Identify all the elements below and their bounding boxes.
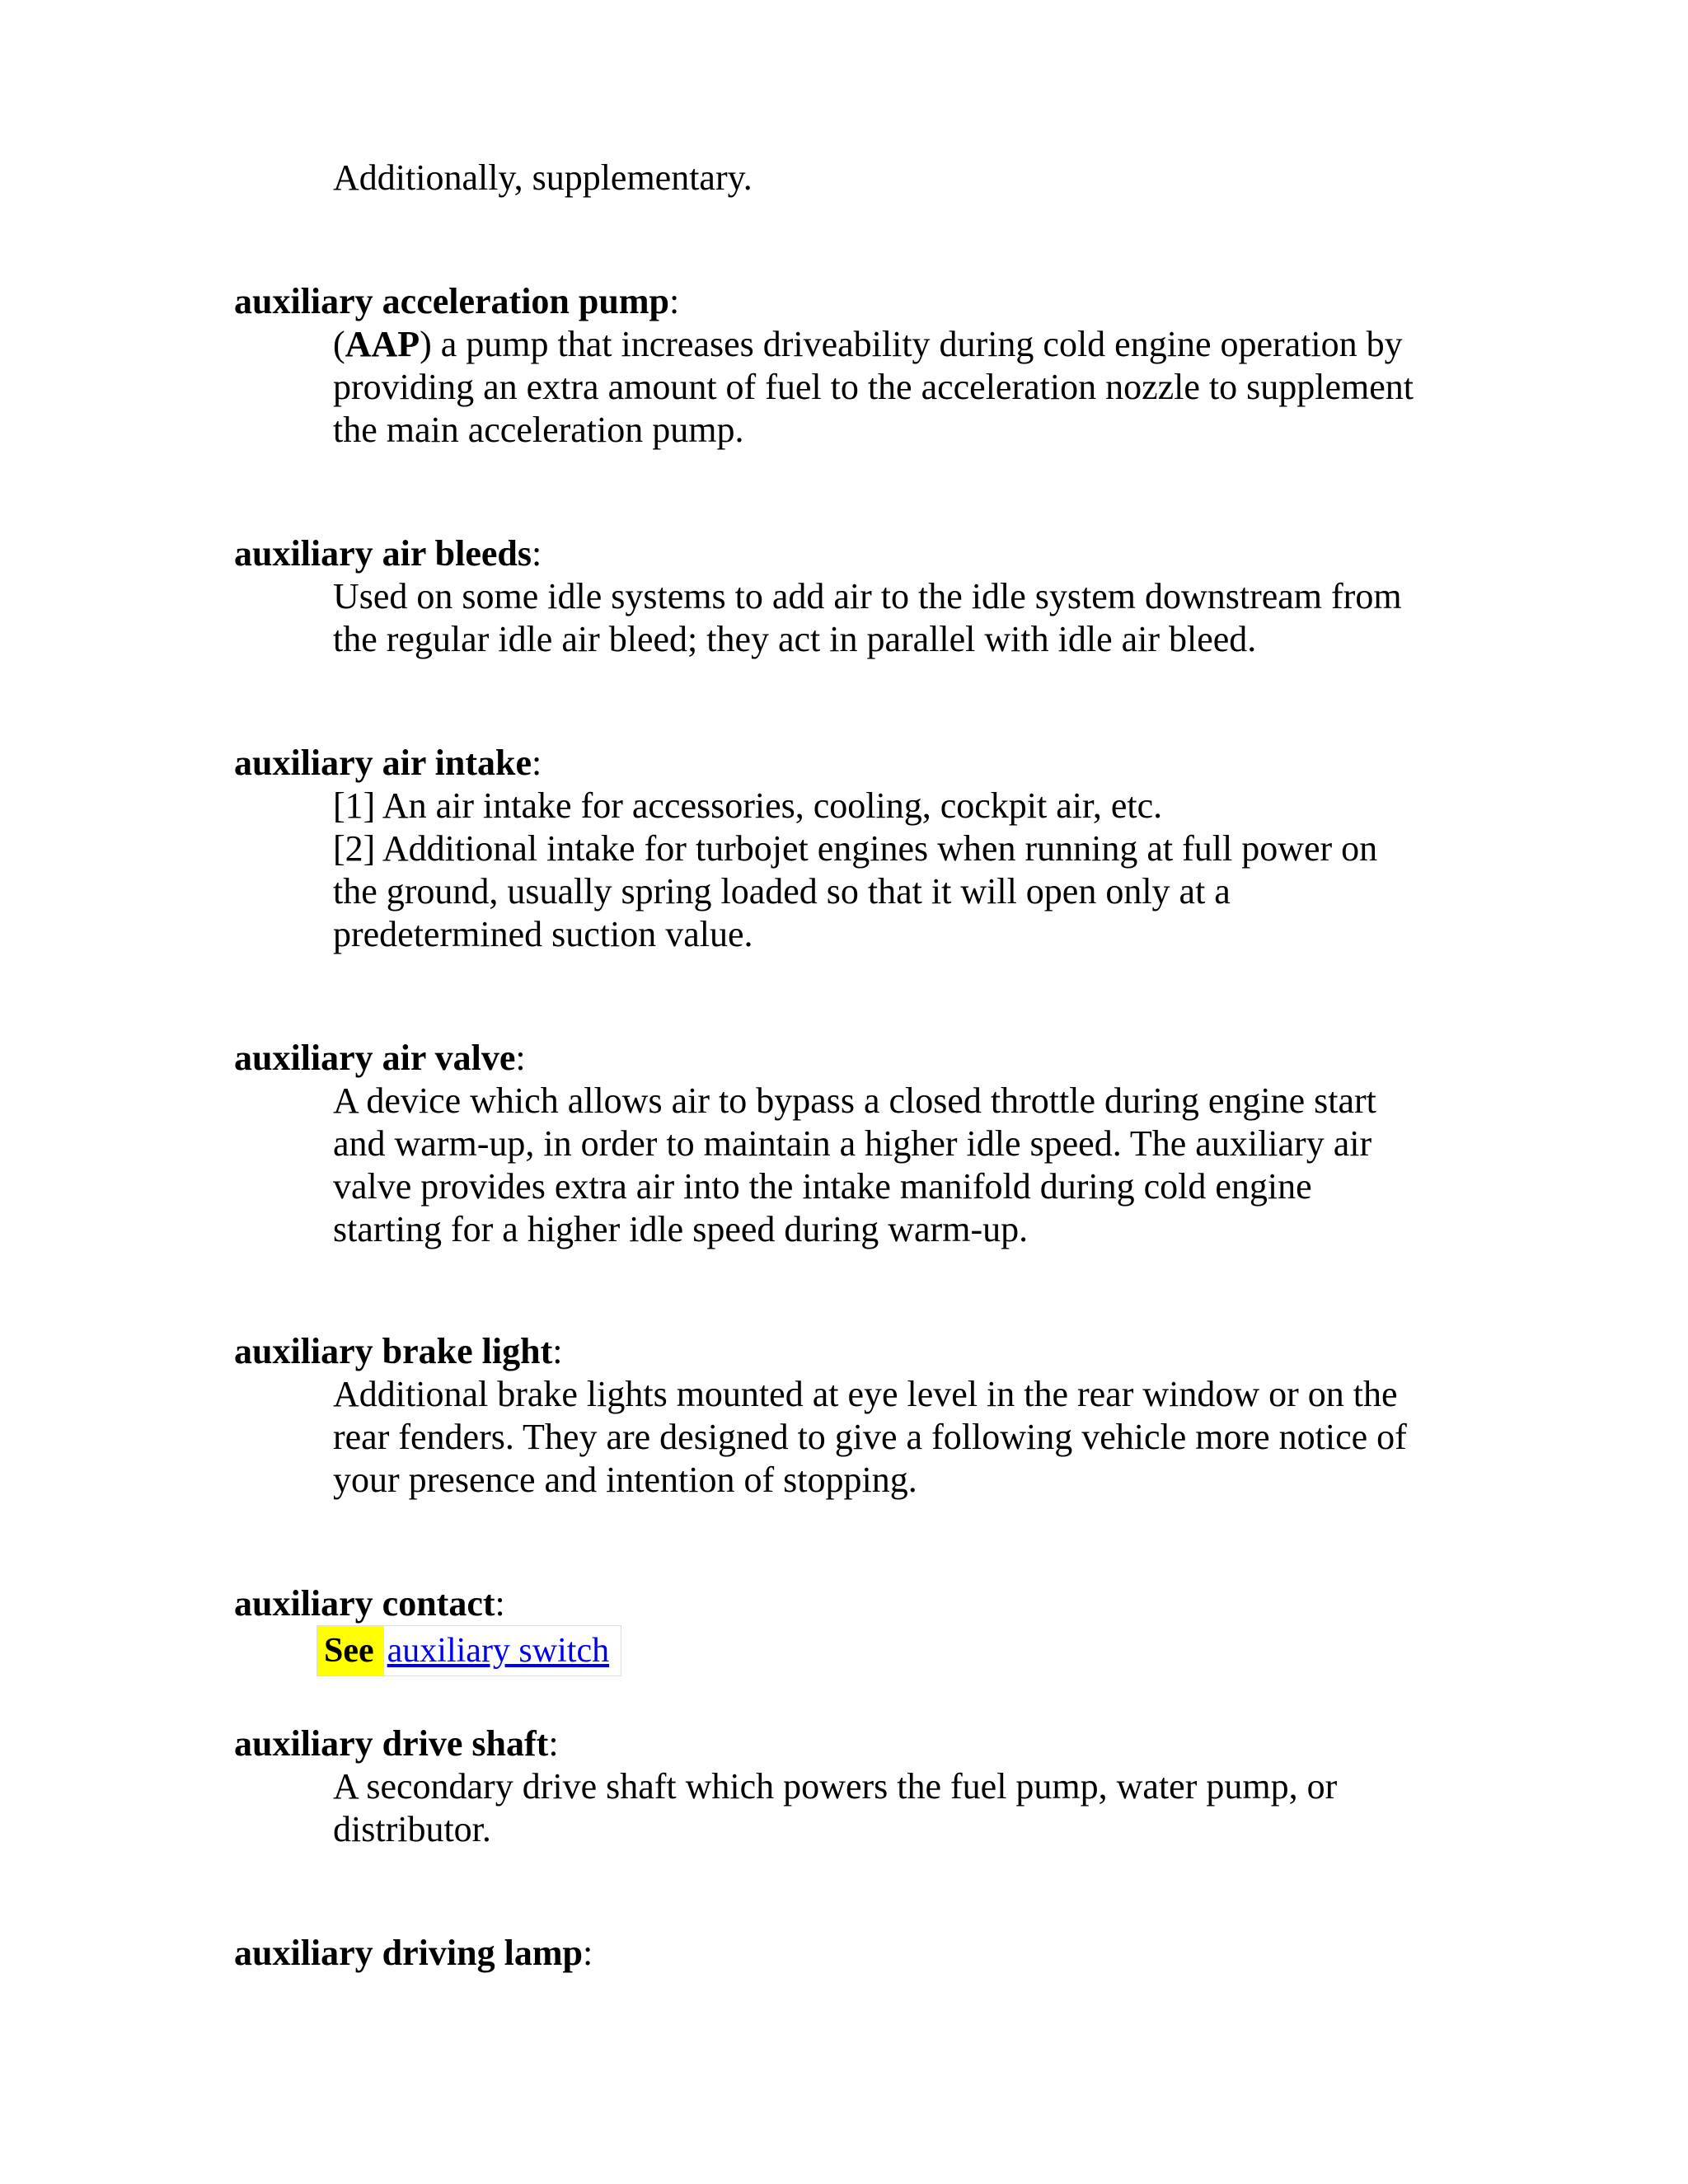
term-heading: auxiliary air valve:	[234, 1038, 526, 1078]
definition-line: providing an extra amount of fuel to the acceleration nozzle to supplement	[333, 367, 1414, 407]
definition-line: your presence and intention of stopping.	[333, 1460, 917, 1500]
term-definition	[333, 323, 1470, 452]
term-text: auxiliary air intake	[234, 743, 532, 783]
term-heading: auxiliary drive shaft:	[234, 1723, 559, 1764]
term-definition	[333, 1373, 1470, 1502]
term-text: auxiliary acceleration pump	[234, 281, 669, 321]
see-label: See	[317, 1626, 384, 1675]
term-heading: auxiliary air intake:	[234, 743, 542, 783]
term-text: auxiliary brake light	[234, 1331, 553, 1371]
definition-line: A device which allows air to bypass a closed throttle during engine start	[333, 1080, 1376, 1121]
see-reference	[316, 1625, 621, 1676]
term-text: auxiliary driving lamp	[234, 1933, 583, 1973]
term-heading: auxiliary acceleration pump:	[234, 281, 680, 321]
definition-line: Used on some idle systems to add air to the idle system downstream from	[333, 576, 1402, 616]
term-definition	[333, 1765, 1470, 1851]
definition-line: distributor.	[333, 1809, 491, 1849]
definition-line: predetermined suction value.	[333, 914, 753, 954]
term-heading: auxiliary contact:	[234, 1583, 505, 1624]
definition-line: rear fenders. They are designed to give a following vehicle more notice of	[333, 1417, 1407, 1457]
term-heading: auxiliary air bleeds:	[234, 533, 542, 574]
definition-line: [1] An air intake for accessories, cooling, cockpit air, etc.	[333, 785, 1163, 826]
definition-line: and warm-up, in order to maintain a higher idle speed. The auxiliary air	[333, 1123, 1372, 1164]
term-definition	[333, 575, 1470, 661]
definition-line: the ground, usually spring loaded so that it will open only at a	[333, 871, 1231, 912]
term-heading: auxiliary driving lamp:	[234, 1933, 593, 1973]
definition-line: (AAP) a pump that increases driveability during cold engine operation by	[333, 324, 1403, 364]
definition-line: [2] Additional intake for turbojet engines when running at full power on	[333, 828, 1378, 869]
term-text: auxiliary contact	[234, 1583, 495, 1624]
definition-line: the main acceleration pump.	[333, 410, 744, 450]
term-definition	[333, 785, 1470, 956]
term-text: auxiliary air valve	[234, 1038, 516, 1078]
definition-line: Additional brake lights mounted at eye level in the rear window or on the	[333, 1374, 1398, 1414]
see-link-auxiliary-switch[interactable]: auxiliary switch	[387, 1632, 610, 1670]
term-text: auxiliary drive shaft	[234, 1723, 549, 1764]
definition-line: the regular idle air bleed; they act in parallel with idle air bleed.	[333, 619, 1257, 659]
abbreviation: AAP	[345, 324, 420, 364]
definition-line: starting for a higher idle speed during warm-up.	[333, 1209, 1029, 1249]
definition-line: valve provides extra air into the intake manifold during cold engine	[333, 1166, 1312, 1207]
definition-line: A secondary drive shaft which powers the fuel pump, water pump, or	[333, 1766, 1338, 1807]
term-heading: auxiliary brake light:	[234, 1331, 563, 1371]
intro-paragraph: Additionally, supplementary.	[333, 157, 753, 198]
term-text: auxiliary air bleeds	[234, 533, 532, 574]
term-definition	[333, 1080, 1470, 1251]
